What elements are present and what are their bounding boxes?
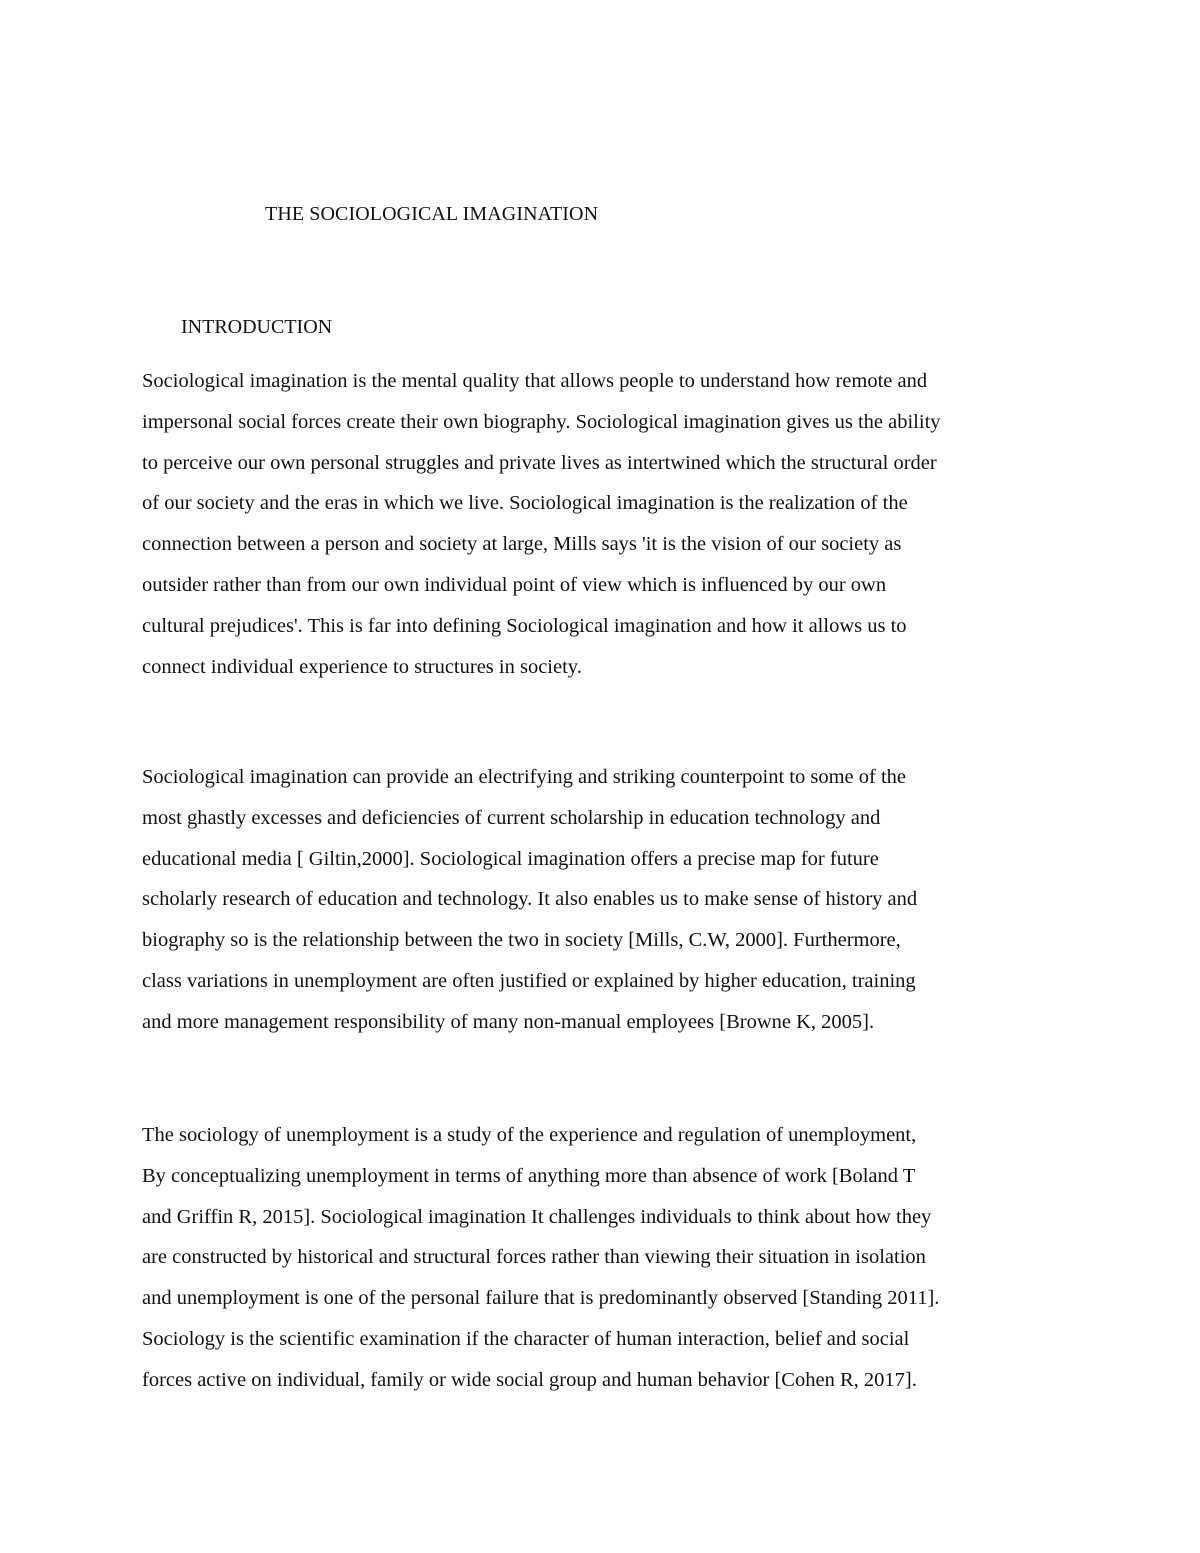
paragraph-line: connection between a person and society at large, Mills says 'it is the vision of our society as — [142, 533, 902, 556]
paragraph-line: to perceive our own personal struggles and private lives as intertwined which the structural order — [142, 451, 937, 474]
paragraph-3 — [142, 1115, 1072, 1401]
paragraph-line: forces active on individual, family or wide social group and human behavior [Cohen R, 2017]. — [142, 1368, 917, 1391]
paragraph-line: most ghastly excesses and deficiencies of current scholarship in education technology and — [142, 806, 881, 829]
paragraph-line: Sociological imagination is the mental quality that allows people to understand how remote and — [142, 370, 928, 392]
paragraph-line: Sociology is the scientific examination if the character of human interaction, belief and social — [142, 1327, 910, 1350]
paragraph-line: By conceptualizing unemployment in terms of anything more than absence of work [Boland T — [142, 1164, 916, 1187]
paragraph-line: scholarly research of education and technology. It also enables us to make sense of history and — [142, 888, 918, 911]
paragraph-line: cultural prejudices'. This is far into defining Sociological imagination and how it allows us to — [142, 614, 907, 637]
paragraph-line: connect individual experience to structures in society. — [142, 655, 582, 678]
paragraph-line: and unemployment is one of the personal failure that is predominantly observed [Standing 2011]. — [142, 1287, 940, 1310]
document-title: THE SOCIOLOGICAL IMAGINATION — [265, 203, 599, 225]
paragraph-1 — [142, 361, 1072, 687]
paragraph-line: class variations in unemployment are often justified or explained by higher education, training — [142, 969, 916, 992]
paragraph-line: impersonal social forces create their own biography. Sociological imagination gives us the ability — [142, 410, 941, 433]
paragraph-line: educational media [ Giltin,2000]. Sociological imagination offers a precise map for future — [142, 847, 879, 870]
paragraph-line: The sociology of unemployment is a study of the experience and regulation of unemployment, — [142, 1124, 917, 1146]
paragraph-line: Sociological imagination can provide an electrifying and striking counterpoint to some of the — [142, 766, 906, 788]
paragraph-line: outsider rather than from our own individual point of view which is influenced by our own — [142, 573, 887, 596]
paragraph-line: and Griffin R, 2015]. Sociological imagination It challenges individuals to think about how they — [142, 1205, 932, 1228]
paragraph-line: biography so is the relationship between the two in society [Mills, C.W, 2000]. Furthermore, — [142, 929, 901, 952]
paragraph-line: of our society and the eras in which we live. Sociological imagination is the realization of the — [142, 492, 908, 515]
paragraph-2 — [142, 757, 1072, 1043]
section-heading-introduction: INTRODUCTION — [181, 316, 333, 338]
paragraph-line: and more management responsibility of many non-manual employees [Browne K, 2005]. — [142, 1010, 875, 1033]
paragraph-line: are constructed by historical and structural forces rather than viewing their situation in isolation — [142, 1246, 926, 1269]
